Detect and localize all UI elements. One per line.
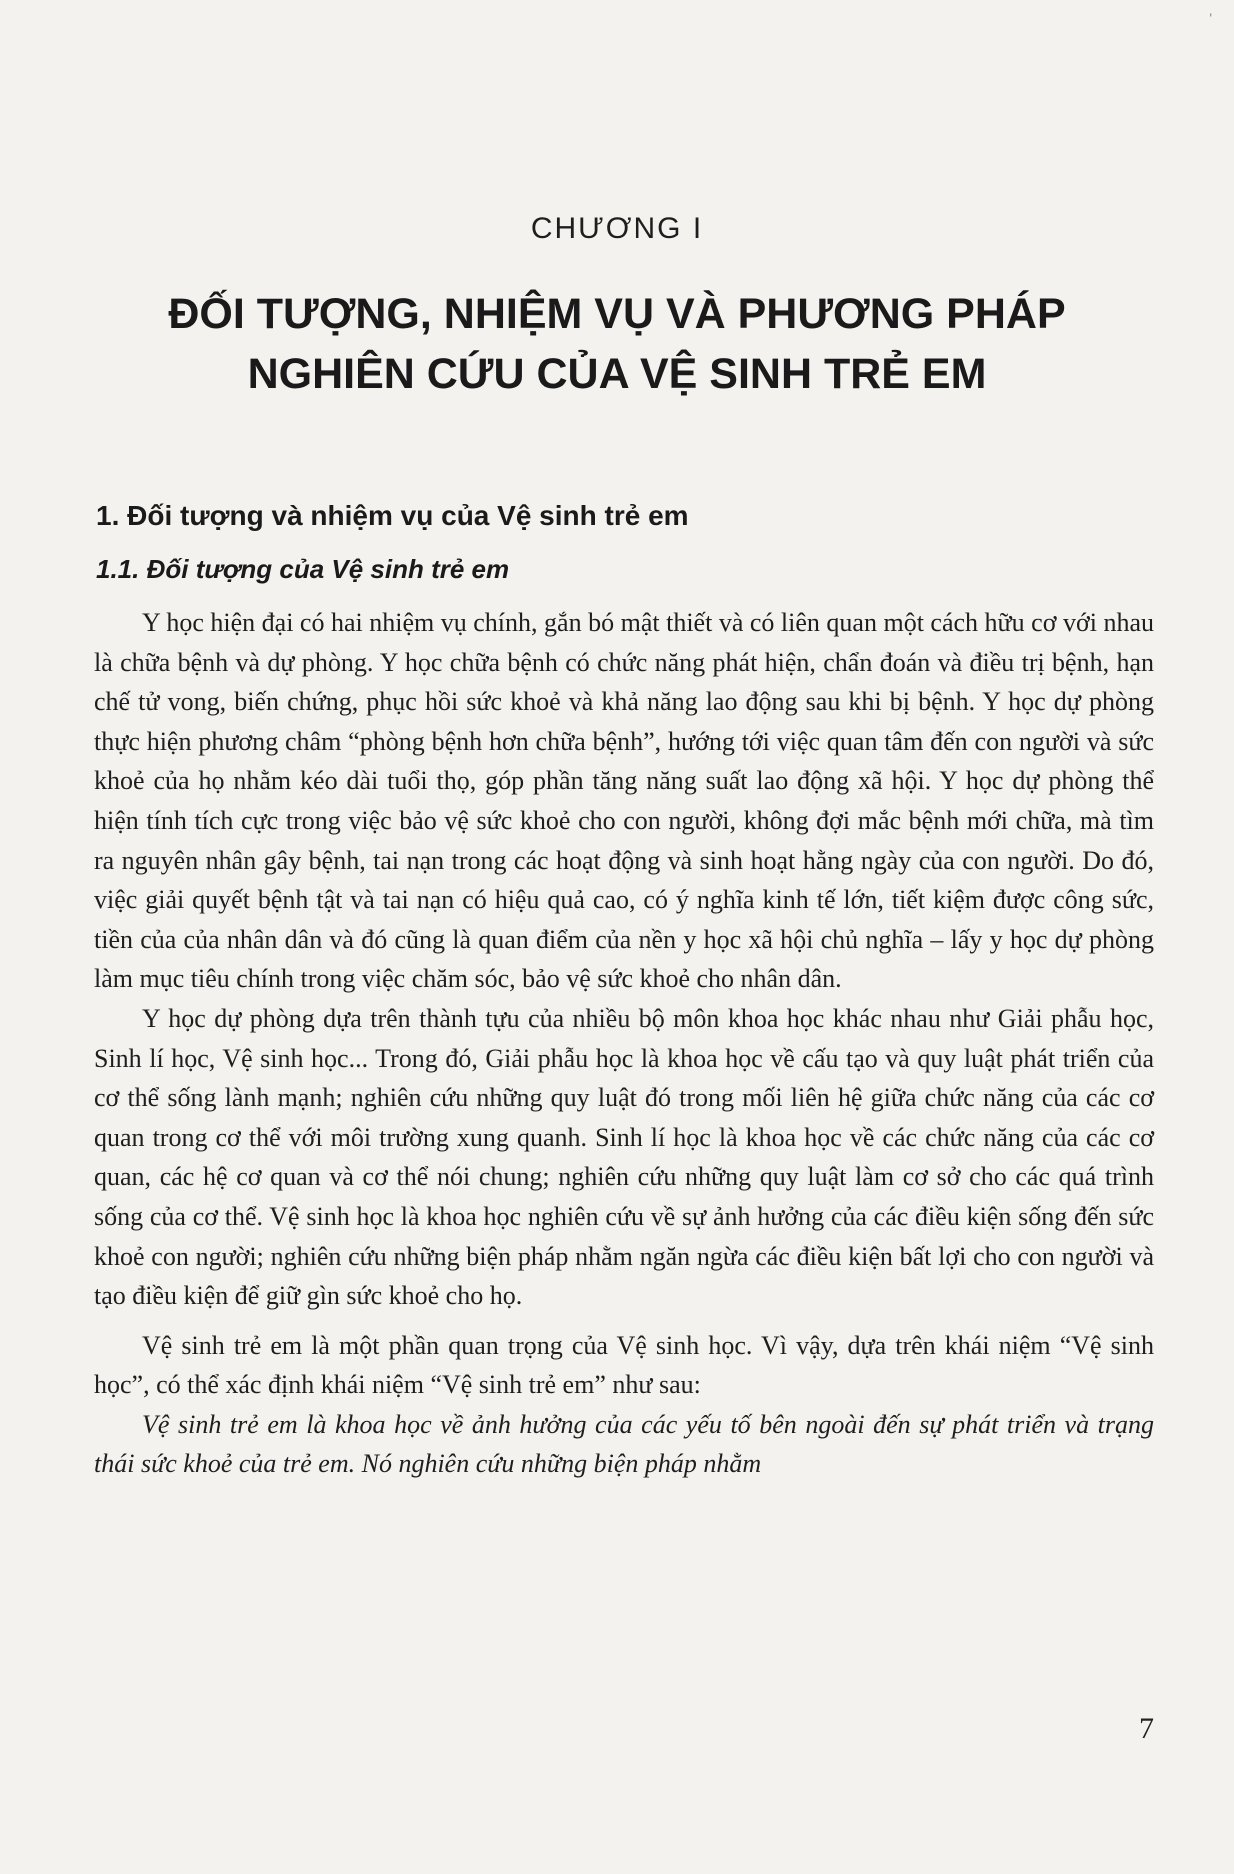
subsection-heading: 1.1. Đối tượng của Vệ sinh trẻ em xyxy=(96,554,510,584)
chapter-title xyxy=(80,284,1154,404)
page-number: 7 xyxy=(1139,1712,1154,1745)
definition-paragraph: Vệ sinh trẻ em là khoa học về ảnh hưởng của các yếu tố bên ngoài đến sự phát triển và trạng thái sức khoẻ của trẻ em. Nó nghiên cứu những biện pháp nhằm xyxy=(94,1409,1154,1479)
corner-mark: ' xyxy=(1209,10,1212,26)
paragraph-3: Vệ sinh trẻ em là một phần quan trọng của Vệ sinh học. Vì vậy, dựa trên khái niệm “Vệ sinh học”, có thể xác định khái niệm “Vệ sinh trẻ em” như sau: xyxy=(94,1330,1154,1400)
body-text xyxy=(94,603,1154,1484)
chapter-title-line-1: ĐỐI TƯỢNG, NHIỆM VỤ VÀ PHƯƠNG PHÁP xyxy=(168,290,1066,338)
paragraph-2: Y học dự phòng dựa trên thành tựu của nhiều bộ môn khoa học khác nhau như Giải phẫu học, Sinh lí học, Vệ sinh học... Trong đó, Giải phẫu học là khoa học về cấu tạo và quy luật phát triển của cơ thể sống lành mạnh; nghiên cứu những quy luật đó trong mối liên hệ giữa chức năng của các cơ quan trong cơ thể với môi trường xung quanh. Sinh lí học là khoa học về các chức năng của các cơ quan, các hệ cơ quan và cơ thể nói chung; nghiên cứu những quy luật làm cơ sở cho các quá trình sống của cơ thể. Vệ sinh học là khoa học nghiên cứu về sự ảnh hưởng của các điều kiện sống đến sức khoẻ con người; nghiên cứu những biện pháp nhằm ngăn ngừa các điều kiện bất lợi cho con người và tạo điều kiện để giữ gìn sức khoẻ cho họ. xyxy=(94,1003,1154,1311)
chapter-label: CHƯƠNG I xyxy=(530,212,704,245)
section-heading: 1. Đối tượng và nhiệm vụ của Vệ sinh trẻ em xyxy=(96,500,689,531)
paragraph-1: Y học hiện đại có hai nhiệm vụ chính, gắn bó mật thiết và có liên quan một cách hữu cơ với nhau là chữa bệnh và dự phòng. Y học chữa bệnh có chức năng phát hiện, chẩn đoán và điều trị bệnh, hạn chế tử vong, biến chứng, phục hồi sức khoẻ và khả năng lao động sau khi bị bệnh. Y học dự phòng thực hiện phương châm “phòng bệnh hơn chữa bệnh”, hướng tới việc quan tâm đến con người và sức khoẻ của họ nhằm kéo dài tuổi thọ, góp phần tăng năng suất lao động xã hội. Y học dự phòng thể hiện tính tích cực trong việc bảo vệ sức khoẻ cho con người, không đợi mắc bệnh mới chữa, mà tìm ra nguyên nhân gây bệnh, tai nạn trong các hoạt động và sinh hoạt hằng ngày của con người. Do đó, việc giải quyết bệnh tật và tai nạn có hiệu quả cao, có ý nghĩa kinh tế lớn, tiết kiệm được công sức, tiền của của nhân dân và đó cũng là quan điểm của nền y học xã hội chủ nghĩa – lấy y học dự phòng làm mục tiêu chính trong việc chăm sóc, bảo vệ sức khoẻ cho nhân dân. xyxy=(94,608,1154,994)
chapter-title-line-2: NGHIÊN CỨU CỦA VỆ SINH TRẺ EM xyxy=(247,350,987,398)
